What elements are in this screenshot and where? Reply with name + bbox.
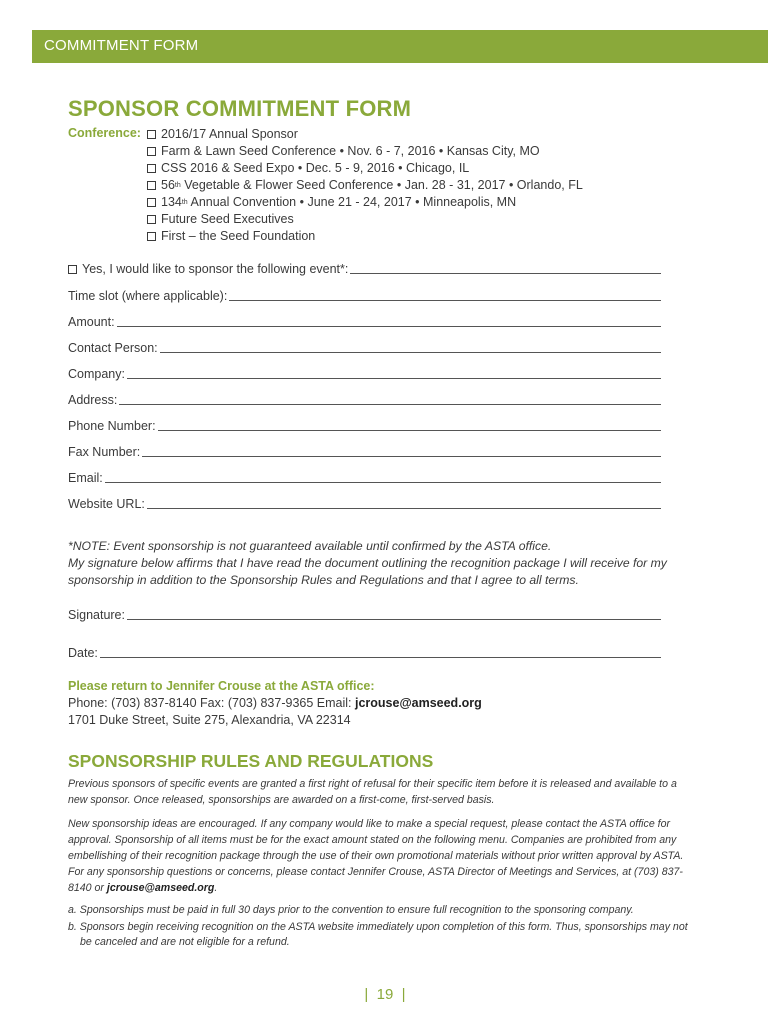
- conference-options: [147, 126, 583, 245]
- conference-option[interactable]: 134 th Annual Convention • June 21 - 24, 2017 • Minneapolis, MN: [147, 194, 583, 211]
- checkbox[interactable]: [68, 265, 77, 274]
- amount-input[interactable]: [117, 314, 661, 327]
- checkbox[interactable]: [147, 164, 156, 173]
- rules-item: b. Sponsors begin receiving recognition on the ASTA website immediately upon completion of this form. Thus, sponsorships may not be canceled and are not eligible for a refund.: [68, 920, 688, 948]
- email-field: Email:: [68, 469, 661, 485]
- website-url-input[interactable]: [147, 496, 661, 509]
- note-line: *NOTE: Event sponsorship is not guaranteed available until confirmed by the ASTA office.: [68, 539, 552, 553]
- checkbox[interactable]: [147, 215, 156, 224]
- form-title: SPONSOR COMMITMENT FORM: [68, 96, 412, 121]
- return-heading: Please return to Jennifer Crouse at the ASTA office:: [68, 679, 375, 693]
- return-contact: Phone: (703) 837-8140 Fax: (703) 837-9365 Email: jcrouse@amseed.org: [68, 696, 482, 710]
- conference-label: Conference:: [68, 126, 141, 140]
- checkbox[interactable]: [147, 181, 156, 190]
- phone-number-field: Phone Number:: [68, 417, 661, 433]
- conference-option[interactable]: 56 th Vegetable & Flower Seed Conference • Jan. 28 - 31, 2017 • Orlando, FL: [147, 177, 583, 194]
- time-slot-input[interactable]: [229, 288, 661, 301]
- conference-option[interactable]: CSS 2016 & Seed Expo • Dec. 5 - 9, 2016 • Chicago, IL: [147, 160, 583, 177]
- rules-paragraph: New sponsorship ideas are encouraged. If any company would like to make a special request, please contact the ASTA office for approval. Sponsorship of all items must be for the exact amount stated on the following menu. Companies are prohibited from any embellishing of their recognition package through the use of their own promotional materials without prior written approval by ASTA. For any sponsorship questions or concerns, please contact Jennifer Crouse, ASTA Director of Meetings and Services, at (703) 837-8140 or jcrouse@amseed.org.: [68, 818, 684, 894]
- company-input[interactable]: [127, 366, 661, 379]
- contact-person-field: Contact Person:: [68, 339, 661, 355]
- banner-label: COMMITMENT FORM: [44, 37, 199, 54]
- conference-option[interactable]: First – the Seed Foundation: [147, 228, 583, 245]
- contact-person-input[interactable]: [160, 340, 661, 353]
- sponsor-event-field: Yes, I would like to sponsor the following event*:: [68, 260, 661, 276]
- rules-item: a. Sponsorships must be paid in full 30 days prior to the convention to ensure full recognition to the sponsoring company.: [68, 904, 634, 916]
- fax-number-input[interactable]: [142, 444, 661, 457]
- time-slot-field: Time slot (where applicable):: [68, 287, 661, 303]
- phone-number-input[interactable]: [158, 418, 661, 431]
- rules-list: [68, 903, 688, 952]
- page-number: | 19 |: [364, 986, 406, 1003]
- email-input[interactable]: [105, 470, 661, 483]
- checkbox[interactable]: [147, 198, 156, 207]
- rules-email-link[interactable]: jcrouse@amseed.org: [106, 882, 215, 894]
- rules-paragraph: Previous sponsors of specific events are granted a first right of refusal for their specific item before it is released and available to a new sponsor. Once released, sponsorships are awarded on a first-come, first-served basis.: [68, 778, 677, 806]
- conference-option[interactable]: Future Seed Executives: [147, 211, 583, 228]
- website-url-field: Website URL:: [68, 495, 661, 511]
- conference-option[interactable]: Farm & Lawn Seed Conference • Nov. 6 - 7, 2016 • Kansas City, MO: [147, 143, 583, 160]
- sponsor-event-input[interactable]: [350, 261, 661, 274]
- contact-email-link[interactable]: jcrouse@amseed.org: [354, 696, 482, 710]
- address-input[interactable]: [119, 392, 661, 405]
- company-field: Company:: [68, 365, 661, 381]
- checkbox[interactable]: [147, 147, 156, 156]
- checkbox[interactable]: [147, 232, 156, 241]
- return-info: [68, 678, 482, 729]
- signature-input[interactable]: [127, 607, 661, 620]
- signature-field: Signature:: [68, 606, 661, 622]
- rules-heading: SPONSORSHIP RULES AND REGULATIONS: [68, 751, 434, 771]
- address-field: Address:: [68, 391, 661, 407]
- return-address: 1701 Duke Street, Suite 275, Alexandria, VA 22314: [68, 713, 351, 727]
- sponsorship-note: [68, 538, 668, 589]
- date-input[interactable]: [100, 645, 661, 658]
- affirmation-text: My signature below affirms that I have read the document outlining the recognition package I will receive for my sponsorship in addition to the Sponsorship Rules and Regulations and that I agree to all terms.: [68, 556, 667, 587]
- fax-number-field: Fax Number:: [68, 443, 661, 459]
- checkbox[interactable]: [147, 130, 156, 139]
- date-field: Date:: [68, 644, 661, 660]
- amount-field: Amount:: [68, 313, 661, 329]
- conference-option[interactable]: 2016/17 Annual Sponsor: [147, 126, 583, 143]
- section-banner: [32, 30, 768, 63]
